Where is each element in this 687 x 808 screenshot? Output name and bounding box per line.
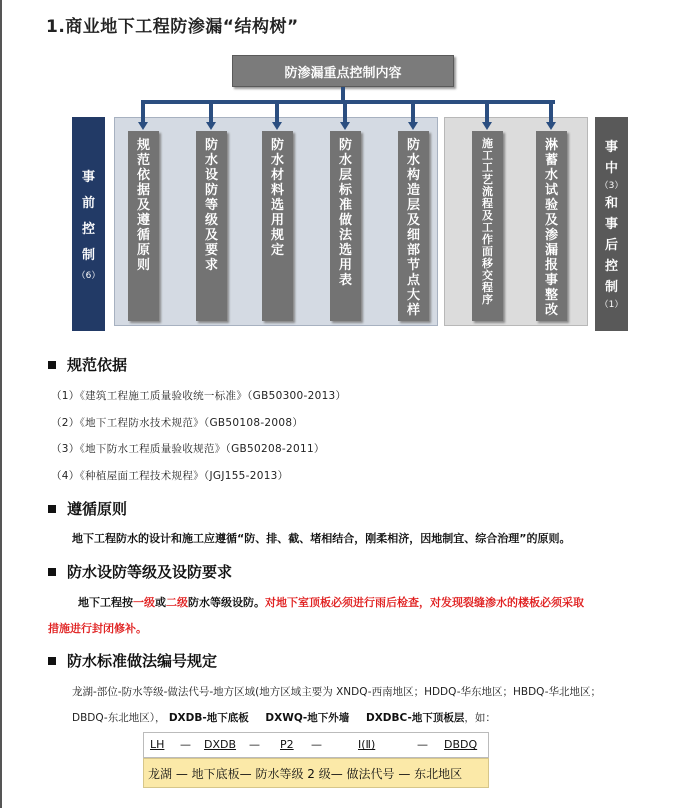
category-char: 用 — [338, 258, 352, 273]
side-pre-char: 前 — [81, 196, 95, 211]
category-char: 施 — [482, 137, 493, 150]
arrow-down-icon — [272, 122, 282, 130]
category-char: 循 — [136, 228, 150, 243]
category-char: 报 — [544, 258, 558, 273]
category-char: 层 — [338, 168, 352, 183]
section-heading-grade — [48, 561, 232, 582]
category-char: 防 — [406, 138, 420, 153]
side-mid-char: 制 — [604, 279, 618, 295]
category-char: 防 — [338, 138, 352, 153]
category-char: 则 — [136, 258, 150, 273]
side-mid-char: 和 — [604, 195, 618, 211]
category-char: 部 — [406, 243, 420, 258]
drop-connector — [209, 100, 213, 123]
code-cell: LH — [150, 738, 165, 751]
category-char: 规 — [136, 138, 150, 153]
category-char: 构 — [406, 168, 420, 183]
category-char: 改 — [544, 303, 558, 318]
code-row-meaning: 龙湖 — 地下底板— 防水等级 2 级— 做法代号 — 东北地区 — [143, 758, 489, 788]
category-char: 节 — [406, 258, 420, 273]
category-char: 准 — [338, 198, 352, 213]
category-char: 水 — [544, 168, 558, 183]
code-example-table — [143, 732, 489, 788]
code-row-codes — [143, 732, 489, 758]
drop-connector — [411, 100, 415, 123]
grade-text: 地下工程按 — [78, 596, 133, 609]
category-char: 原 — [136, 243, 150, 258]
norm-code-roof: DXDBC-地下顶板层 — [366, 712, 465, 724]
category-char: 艺 — [482, 173, 493, 186]
norm-text: DBDQ-东北地区）， — [72, 712, 166, 724]
category-char: 序 — [482, 293, 493, 306]
category-char: 防 — [204, 138, 218, 153]
category-char: 防 — [204, 183, 218, 198]
category-char: 标 — [338, 183, 352, 198]
category-char: 程 — [482, 281, 493, 294]
drop-connector — [275, 100, 279, 123]
arrow-down-icon — [482, 122, 492, 130]
square-bullet-icon — [48, 657, 56, 665]
section-heading-text: 防水设防等级及设防要求 — [67, 563, 233, 581]
category-char: 材 — [270, 168, 284, 183]
arrow-down-icon — [206, 122, 216, 130]
category-char: 工 — [482, 161, 493, 174]
standard-item: （2）《地下工程防水技术规范》（GB50108-2008） — [51, 417, 304, 429]
category-char: 水 — [338, 153, 352, 168]
side-pre-count: （6） — [76, 271, 101, 281]
square-bullet-icon — [48, 568, 56, 576]
category-char: 用 — [270, 213, 284, 228]
category-char: 事 — [544, 273, 558, 288]
norm-code-wall: DXWQ-地下外墙 — [265, 712, 350, 724]
norm-text-line1: 龙湖-部位-防水等级-做法代号-地方区域(地方区域主要为 XNDQ-西南地区；HDDQ-华东地区；HBDQ-华北地区； — [72, 686, 602, 698]
category-char: 求 — [204, 258, 218, 273]
side-mid-char: 后 — [604, 237, 618, 253]
arrow-down-icon — [340, 122, 350, 130]
section-heading-standards — [48, 354, 127, 375]
side-mid-count: （3） — [599, 180, 624, 191]
code-cell: — — [249, 738, 260, 751]
code-cell: — — [311, 738, 322, 751]
category-char: 定 — [270, 243, 284, 258]
arrow-down-icon — [138, 122, 148, 130]
category-char: 要 — [204, 243, 218, 258]
grade-warning-cont: 措施进行封闭修补。 — [48, 622, 147, 635]
category-char: 遵 — [136, 213, 150, 228]
grade-text-line1 — [78, 594, 584, 610]
section-heading-principle — [48, 498, 127, 519]
category-char: 淋 — [544, 138, 558, 153]
square-bullet-icon — [48, 361, 56, 369]
side-label-mid-post-control — [595, 117, 628, 331]
category-char: 做 — [338, 213, 352, 228]
category-char: 及 — [136, 198, 150, 213]
category-char: 层 — [406, 198, 420, 213]
category-box — [128, 131, 159, 321]
drop-connector — [141, 100, 145, 123]
category-char: 大 — [406, 288, 420, 303]
grade-level-one: 一级 — [133, 596, 155, 609]
category-char: 料 — [270, 183, 284, 198]
side-post-count: （1） — [599, 299, 624, 310]
category-char: 等 — [204, 198, 218, 213]
standard-item: （4）《种植屋面工程技术规程》（JGJ155-2013） — [51, 470, 289, 482]
category-box — [330, 131, 361, 321]
grade-level-two: 二级 — [166, 596, 188, 609]
category-char: 规 — [270, 228, 284, 243]
side-mid-char: 中 — [604, 160, 618, 176]
section-heading-text: 遵循原则 — [67, 500, 128, 518]
category-box — [536, 131, 567, 321]
category-char: 漏 — [544, 243, 558, 258]
category-char: 造 — [406, 183, 420, 198]
category-char: 设 — [204, 168, 218, 183]
code-cell: DXDB — [204, 738, 237, 751]
category-char: 表 — [338, 273, 352, 288]
grade-text: 防水等级设防。 — [188, 596, 265, 609]
page-title: 1.商业地下工程防渗漏“结构树” — [46, 17, 299, 37]
side-pre-char: 事 — [81, 170, 95, 185]
category-char: 流 — [482, 185, 493, 198]
section-heading-text: 规范依据 — [67, 356, 128, 374]
drop-connector — [485, 100, 489, 123]
code-cell: DBDQ — [444, 738, 478, 751]
norm-text: ，如： — [464, 712, 496, 724]
category-box — [398, 131, 429, 321]
category-char: 蓄 — [544, 153, 558, 168]
page-left-rule — [0, 0, 2, 808]
category-char: 级 — [204, 213, 218, 228]
code-cell: Ⅰ(Ⅱ) — [358, 738, 376, 751]
category-char: 水 — [270, 153, 284, 168]
category-char: 依 — [136, 168, 150, 183]
side-mid-char: 事 — [604, 139, 618, 155]
category-char: 验 — [544, 198, 558, 213]
category-char: 防 — [270, 138, 284, 153]
code-cell: — — [417, 738, 428, 751]
side-label-pre-control — [72, 117, 105, 331]
code-cell: P2 — [280, 738, 294, 751]
category-char: 点 — [406, 273, 420, 288]
category-char: 程 — [482, 197, 493, 210]
side-mid-char: 事 — [604, 216, 618, 232]
arrow-down-icon — [408, 122, 418, 130]
drop-connector — [549, 100, 553, 123]
category-char: 水 — [204, 153, 218, 168]
principle-text: 地下工程防水的设计和施工应遵循“防、排、截、堵相结合，刚柔相济，因地制宜、综合治理”的原则。 — [72, 532, 571, 545]
category-char: 及 — [204, 228, 218, 243]
category-char: 工 — [482, 149, 493, 162]
category-char: 渗 — [544, 228, 558, 243]
grade-text: 或 — [155, 596, 166, 609]
category-box — [472, 131, 503, 321]
category-char: 面 — [482, 245, 493, 258]
category-char: 范 — [136, 153, 150, 168]
category-char: 水 — [406, 153, 420, 168]
norm-code-floor: DXDB-地下底板 — [168, 712, 249, 724]
category-char: 整 — [544, 288, 558, 303]
square-bullet-icon — [48, 505, 56, 513]
section-heading-norm — [48, 650, 217, 671]
standard-item: （1）《建筑工程施工质量验收统一标准》（GB50300-2013） — [51, 390, 347, 402]
arrow-down-icon — [546, 122, 556, 130]
category-char: 法 — [338, 228, 352, 243]
category-char: 及 — [482, 209, 493, 222]
category-char: 及 — [544, 213, 558, 228]
side-mid-char: 控 — [604, 258, 618, 274]
category-char: 交 — [482, 269, 493, 282]
category-char: 作 — [482, 233, 493, 246]
category-char: 工 — [482, 221, 493, 234]
drop-connector — [343, 100, 347, 123]
grade-warning: 对地下室顶板必须进行雨后检查，对发现裂缝渗水的楼板必须采取 — [265, 596, 584, 609]
category-char: 选 — [338, 243, 352, 258]
category-char: 及 — [406, 213, 420, 228]
category-box — [262, 131, 293, 321]
category-char: 样 — [406, 303, 420, 318]
side-pre-char: 制 — [81, 248, 95, 263]
category-char: 试 — [544, 183, 558, 198]
side-pre-char: 控 — [81, 222, 95, 237]
category-char: 选 — [270, 198, 284, 213]
category-char: 据 — [136, 183, 150, 198]
horizontal-connector — [143, 100, 555, 104]
code-cell: — — [180, 738, 191, 751]
standard-item: （3）《地下防水工程质量验收规范》（GB50208-2011） — [51, 443, 325, 455]
diagram-root-box: 防渗漏重点控制内容 — [232, 55, 454, 87]
category-char: 细 — [406, 228, 420, 243]
category-box — [196, 131, 227, 321]
norm-text-line2 — [72, 710, 496, 725]
category-char: 移 — [482, 257, 493, 270]
section-heading-text: 防水标准做法编号规定 — [67, 652, 218, 670]
